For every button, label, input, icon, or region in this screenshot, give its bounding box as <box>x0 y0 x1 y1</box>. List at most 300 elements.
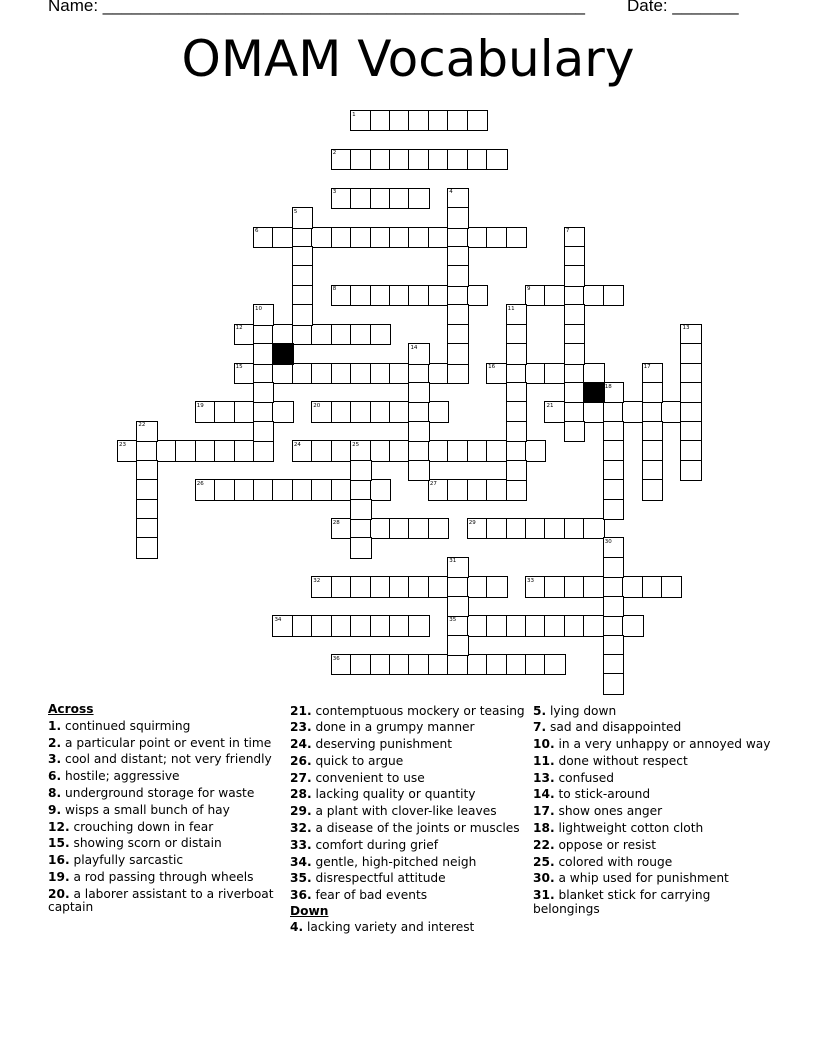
grid-cell[interactable] <box>408 285 429 306</box>
grid-cell[interactable] <box>311 363 332 384</box>
grid-cell[interactable] <box>603 499 624 520</box>
clue-item-text: a rod passing through wheels <box>69 869 254 884</box>
grid-cell[interactable] <box>486 227 507 248</box>
grid-cell[interactable] <box>331 440 352 461</box>
grid-cell[interactable] <box>136 479 157 500</box>
grid-cell[interactable] <box>506 363 527 384</box>
grid-cell[interactable] <box>603 440 624 461</box>
grid-cell[interactable] <box>447 479 468 500</box>
grid-cell[interactable] <box>408 110 429 131</box>
grid-cell[interactable] <box>117 440 138 461</box>
grid-cell[interactable] <box>603 382 624 403</box>
clue-number: 7 <box>565 228 570 235</box>
clue-item <box>48 837 280 850</box>
grid-cell[interactable] <box>525 440 546 461</box>
grid-cell[interactable] <box>136 440 157 461</box>
grid-cell[interactable] <box>311 576 332 597</box>
grid-cell[interactable] <box>272 227 293 248</box>
grid-cell[interactable] <box>642 363 663 384</box>
grid-cell[interactable] <box>389 440 410 461</box>
grid-cell[interactable] <box>350 615 371 636</box>
grid-cell[interactable] <box>506 615 527 636</box>
grid-cell[interactable] <box>195 479 216 500</box>
grid-cell[interactable] <box>292 615 313 636</box>
grid-cell[interactable] <box>311 227 332 248</box>
grid-cell[interactable] <box>642 382 663 403</box>
grid-cell[interactable] <box>467 440 488 461</box>
grid-cell[interactable] <box>467 654 488 675</box>
grid-cell[interactable] <box>506 460 527 481</box>
grid-cell[interactable] <box>389 654 410 675</box>
grid-cell[interactable] <box>564 382 585 403</box>
grid-cell[interactable] <box>564 265 585 286</box>
grid-cell[interactable] <box>311 440 332 461</box>
grid-cell[interactable] <box>603 635 624 656</box>
grid-cell[interactable] <box>603 557 624 578</box>
clue-number: 15 <box>235 364 243 371</box>
grid-cell[interactable] <box>544 285 565 306</box>
grid-cell[interactable] <box>428 518 449 539</box>
grid-cell[interactable] <box>292 363 313 384</box>
clue-item <box>48 720 280 733</box>
grid-cell[interactable] <box>408 401 429 422</box>
grid-cell[interactable] <box>447 654 468 675</box>
grid-cell[interactable] <box>253 382 274 403</box>
grid-cell[interactable] <box>428 401 449 422</box>
grid-cell[interactable] <box>467 576 488 597</box>
grid-cell[interactable] <box>331 615 352 636</box>
grid-cell[interactable] <box>253 421 274 442</box>
grid-cell[interactable] <box>564 246 585 267</box>
grid-cell[interactable] <box>253 363 274 384</box>
grid-cell[interactable] <box>642 460 663 481</box>
clue-item-text: fear of bad events <box>311 888 428 903</box>
grid-cell[interactable] <box>350 110 371 131</box>
grid-cell[interactable] <box>350 149 371 170</box>
grid-cell[interactable] <box>370 615 391 636</box>
grid-cell[interactable] <box>622 615 643 636</box>
grid-cell[interactable] <box>564 304 585 325</box>
grid-cell[interactable] <box>331 324 352 345</box>
grid-cell[interactable] <box>331 654 352 675</box>
grid-cell[interactable] <box>350 537 371 558</box>
grid-cell[interactable] <box>389 149 410 170</box>
grid-cell[interactable] <box>389 401 410 422</box>
clue-item-number: 17. <box>533 804 555 819</box>
grid-cell[interactable] <box>292 324 313 345</box>
grid-cell[interactable] <box>350 654 371 675</box>
grid-cell[interactable] <box>680 460 701 481</box>
clue-number: 14 <box>410 344 418 351</box>
clue-item-text: lying down <box>546 703 617 718</box>
grid-cell[interactable] <box>506 401 527 422</box>
grid-cell[interactable] <box>486 363 507 384</box>
grid-cell[interactable] <box>603 285 624 306</box>
grid-cell[interactable] <box>680 421 701 442</box>
grid-cell[interactable] <box>408 518 429 539</box>
grid-cell[interactable] <box>622 401 643 422</box>
grid-cell[interactable] <box>467 615 488 636</box>
grid-cell[interactable] <box>447 596 468 617</box>
grid-cell[interactable] <box>603 673 624 694</box>
grid-cell[interactable] <box>136 460 157 481</box>
grid-cell[interactable] <box>370 149 391 170</box>
grid-cell[interactable] <box>370 654 391 675</box>
grid-cell[interactable] <box>292 227 313 248</box>
across-clue-list-continued <box>290 705 525 903</box>
grid-cell[interactable] <box>506 324 527 345</box>
grid-cell[interactable] <box>447 343 468 364</box>
grid-cell[interactable] <box>486 576 507 597</box>
grid-cell[interactable] <box>486 479 507 500</box>
grid-cell[interactable] <box>214 440 235 461</box>
grid-cell[interactable] <box>680 324 701 345</box>
grid-cell[interactable] <box>680 382 701 403</box>
grid-cell[interactable] <box>447 324 468 345</box>
grid-cell[interactable] <box>486 654 507 675</box>
grid-cell[interactable] <box>467 227 488 248</box>
grid-cell[interactable] <box>350 188 371 209</box>
grid-cell[interactable] <box>370 188 391 209</box>
grid-cell[interactable] <box>525 518 546 539</box>
grid-cell[interactable] <box>370 227 391 248</box>
grid-cell[interactable] <box>486 149 507 170</box>
grid-cell[interactable] <box>234 479 255 500</box>
grid-cell[interactable] <box>642 576 663 597</box>
grid-cell[interactable] <box>311 324 332 345</box>
grid-cell[interactable] <box>331 576 352 597</box>
grid-cell[interactable] <box>370 576 391 597</box>
grid-cell[interactable] <box>350 401 371 422</box>
grid-cell[interactable] <box>370 440 391 461</box>
grid-cell[interactable] <box>564 285 585 306</box>
grid-cell[interactable] <box>564 518 585 539</box>
clue-number: 1 <box>352 111 356 118</box>
grid-cell[interactable] <box>544 576 565 597</box>
grid-cell[interactable] <box>564 363 585 384</box>
grid-cell[interactable] <box>350 499 371 520</box>
clue-item <box>290 921 525 934</box>
grid-cell[interactable] <box>642 479 663 500</box>
clue-item <box>290 738 525 751</box>
clue-item-text: to stick-around <box>554 787 651 802</box>
across-clue-list <box>48 720 280 915</box>
grid-cell[interactable] <box>544 401 565 422</box>
grid-cell[interactable] <box>331 363 352 384</box>
grid-cell[interactable] <box>467 518 488 539</box>
grid-cell[interactable] <box>389 110 410 131</box>
grid-cell[interactable] <box>622 576 643 597</box>
grid-cell[interactable] <box>583 285 604 306</box>
grid-cell[interactable] <box>272 615 293 636</box>
grid-cell[interactable] <box>525 615 546 636</box>
grid-cell[interactable] <box>603 596 624 617</box>
grid-cell[interactable] <box>331 188 352 209</box>
grid-cell[interactable] <box>583 518 604 539</box>
grid-cell[interactable] <box>408 440 429 461</box>
grid-cell[interactable] <box>408 149 429 170</box>
grid-cell[interactable] <box>408 363 429 384</box>
grid-cell[interactable] <box>331 518 352 539</box>
grid-cell[interactable] <box>136 518 157 539</box>
grid-cell[interactable] <box>428 149 449 170</box>
grid-cell[interactable] <box>447 207 468 228</box>
clue-number: 10 <box>255 305 262 312</box>
grid-cell[interactable] <box>506 382 527 403</box>
grid-cell[interactable] <box>583 363 604 384</box>
clue-item-text: lacking quality or quantity <box>311 787 476 802</box>
grid-cell[interactable] <box>370 363 391 384</box>
grid-cell[interactable] <box>467 149 488 170</box>
grid-cell[interactable] <box>350 363 371 384</box>
grid-cell[interactable] <box>564 324 585 345</box>
grid-cell[interactable] <box>370 324 391 345</box>
grid-cell[interactable] <box>331 479 352 500</box>
grid-cell[interactable] <box>350 460 371 481</box>
grid-cell[interactable] <box>661 576 682 597</box>
clue-item <box>48 787 280 800</box>
grid-cell[interactable] <box>447 635 468 656</box>
clue-number: 11 <box>507 305 515 312</box>
grid-cell[interactable] <box>428 654 449 675</box>
grid-cell[interactable] <box>447 110 468 131</box>
grid-cell[interactable] <box>603 401 624 422</box>
clue-item <box>48 770 280 783</box>
grid-cell[interactable] <box>350 440 371 461</box>
grid-cell[interactable] <box>447 227 468 248</box>
grid-cell[interactable] <box>661 401 682 422</box>
grid-cell[interactable] <box>370 518 391 539</box>
grid-cell[interactable] <box>175 440 196 461</box>
grid-cell[interactable] <box>253 440 274 461</box>
grid-cell[interactable] <box>234 363 255 384</box>
grid-cell[interactable] <box>389 363 410 384</box>
grid-cell[interactable] <box>195 440 216 461</box>
grid-cell[interactable] <box>680 363 701 384</box>
grid-cell[interactable] <box>525 285 546 306</box>
grid-cell[interactable] <box>544 654 565 675</box>
grid-cell[interactable] <box>583 401 604 422</box>
grid-cell[interactable] <box>311 479 332 500</box>
clue-item-number: 25. <box>533 854 555 869</box>
grid-cell[interactable] <box>331 401 352 422</box>
grid-cell[interactable] <box>408 343 429 364</box>
grid-cell[interactable] <box>292 285 313 306</box>
grid-cell[interactable] <box>447 363 468 384</box>
grid-cell[interactable] <box>428 576 449 597</box>
grid-cell[interactable] <box>234 324 255 345</box>
grid-cell[interactable] <box>564 576 585 597</box>
grid-cell[interactable] <box>525 576 546 597</box>
grid-cell[interactable] <box>564 401 585 422</box>
grid-cell[interactable] <box>292 479 313 500</box>
grid-cell[interactable] <box>447 285 468 306</box>
grid-cell[interactable] <box>350 518 371 539</box>
grid-cell[interactable] <box>603 576 624 597</box>
clue-item-number: 33. <box>290 837 312 852</box>
grid-cell[interactable] <box>506 227 527 248</box>
grid-cell[interactable] <box>350 479 371 500</box>
grid-cell[interactable] <box>408 654 429 675</box>
clue-item-text: convenient to use <box>311 770 425 785</box>
grid-cell[interactable] <box>544 363 565 384</box>
grid-cell[interactable] <box>350 324 371 345</box>
grid-cell[interactable] <box>234 440 255 461</box>
grid-cell[interactable] <box>408 460 429 481</box>
clue-item-text: contemptuous mockery or teasing <box>311 703 525 718</box>
grid-cell[interactable] <box>525 654 546 675</box>
grid-cell[interactable] <box>583 576 604 597</box>
grid-cell[interactable] <box>447 246 468 267</box>
grid-cell[interactable] <box>506 421 527 442</box>
grid-cell[interactable] <box>642 421 663 442</box>
grid-cell[interactable] <box>389 518 410 539</box>
grid-cell[interactable] <box>603 479 624 500</box>
grid-cell[interactable] <box>603 654 624 675</box>
grid-cell[interactable] <box>370 401 391 422</box>
grid-cell[interactable] <box>447 576 468 597</box>
grid-cell[interactable] <box>389 615 410 636</box>
grid-cell[interactable] <box>583 615 604 636</box>
grid-cell[interactable] <box>253 401 274 422</box>
grid-cell[interactable] <box>350 285 371 306</box>
clue-item <box>533 788 773 801</box>
grid-cell[interactable] <box>408 227 429 248</box>
grid-cell[interactable] <box>680 401 701 422</box>
clue-number: 16 <box>488 364 496 371</box>
grid-cell[interactable] <box>564 227 585 248</box>
grid-cell[interactable] <box>544 518 565 539</box>
grid-cell[interactable] <box>253 479 274 500</box>
grid-cell[interactable] <box>447 615 468 636</box>
grid-cell[interactable] <box>292 265 313 286</box>
grid-cell[interactable] <box>331 227 352 248</box>
clue-item-number: 7. <box>533 720 547 735</box>
grid-cell[interactable] <box>136 499 157 520</box>
grid-cell[interactable] <box>525 363 546 384</box>
grid-cell[interactable] <box>272 479 293 500</box>
clue-number: 22 <box>138 422 146 429</box>
grid-cell[interactable] <box>389 285 410 306</box>
grid-cell[interactable] <box>680 343 701 364</box>
grid-cell[interactable] <box>447 304 468 325</box>
grid-cell[interactable] <box>370 110 391 131</box>
grid-cell[interactable] <box>195 401 216 422</box>
grid-cell[interactable] <box>428 479 449 500</box>
grid-cell[interactable] <box>292 207 313 228</box>
clue-item-number: 31. <box>533 888 555 903</box>
grid-cell[interactable] <box>389 188 410 209</box>
grid-cell[interactable] <box>447 188 468 209</box>
grid-cell[interactable] <box>428 363 449 384</box>
grid-cell[interactable] <box>642 440 663 461</box>
grid-cell[interactable] <box>136 537 157 558</box>
grid-cell[interactable] <box>370 479 391 500</box>
grid-cell[interactable] <box>214 401 235 422</box>
grid-cell[interactable] <box>564 343 585 364</box>
grid-cell[interactable] <box>136 421 157 442</box>
grid-cell[interactable] <box>486 615 507 636</box>
grid-cell[interactable] <box>506 304 527 325</box>
grid-cell[interactable] <box>253 343 274 364</box>
clue-item <box>290 805 525 818</box>
grid-cell[interactable] <box>311 615 332 636</box>
clue-number: 28 <box>332 519 340 526</box>
grid-cell[interactable] <box>408 421 429 442</box>
grid-cell[interactable] <box>428 227 449 248</box>
grid-cell[interactable] <box>564 421 585 442</box>
grid-cell[interactable] <box>292 246 313 267</box>
grid-cell[interactable] <box>292 440 313 461</box>
grid-cell[interactable] <box>428 440 449 461</box>
grid-cell[interactable] <box>272 401 293 422</box>
grid-cell[interactable] <box>311 401 332 422</box>
grid-cell[interactable] <box>408 382 429 403</box>
grid-cell[interactable] <box>331 285 352 306</box>
grid-cell[interactable] <box>506 440 527 461</box>
grid-cell[interactable] <box>467 285 488 306</box>
grid-cell[interactable] <box>428 110 449 131</box>
grid-cell[interactable] <box>292 304 313 325</box>
grid-cell[interactable] <box>564 615 585 636</box>
grid-cell[interactable] <box>447 265 468 286</box>
grid-cell[interactable] <box>253 324 274 345</box>
grid-cell[interactable] <box>603 615 624 636</box>
clue-item-text: underground storage for waste <box>61 785 255 800</box>
grid-cell[interactable] <box>447 440 468 461</box>
grid-cell[interactable] <box>234 401 255 422</box>
grid-cell[interactable] <box>408 615 429 636</box>
grid-cell[interactable] <box>603 537 624 558</box>
grid-cell[interactable] <box>506 479 527 500</box>
grid-cell[interactable] <box>486 440 507 461</box>
grid-cell[interactable] <box>447 149 468 170</box>
clue-item-text: a particular point or event in time <box>61 735 272 750</box>
grid-cell[interactable] <box>447 557 468 578</box>
grid-cell[interactable] <box>506 343 527 364</box>
grid-cell[interactable] <box>544 615 565 636</box>
grid-cell[interactable] <box>603 460 624 481</box>
grid-cell[interactable] <box>214 479 235 500</box>
grid-cell[interactable] <box>467 479 488 500</box>
grid-cell[interactable] <box>408 188 429 209</box>
grid-cell[interactable] <box>486 518 507 539</box>
grid-cell[interactable] <box>272 324 293 345</box>
grid-cell[interactable] <box>331 149 352 170</box>
clue-item-text: disrespectful attitude <box>311 871 446 886</box>
grid-cell[interactable] <box>642 401 663 422</box>
clue-item <box>533 705 773 718</box>
grid-cell[interactable] <box>272 363 293 384</box>
grid-cell[interactable] <box>467 110 488 131</box>
grid-cell[interactable] <box>428 285 449 306</box>
grid-cell[interactable] <box>506 518 527 539</box>
clue-number: 30 <box>604 538 612 545</box>
grid-cell[interactable] <box>370 285 391 306</box>
grid-cell[interactable] <box>680 440 701 461</box>
grid-cell[interactable] <box>389 227 410 248</box>
grid-cell[interactable] <box>506 654 527 675</box>
grid-cell[interactable] <box>389 576 410 597</box>
grid-cell[interactable] <box>156 440 177 461</box>
clue-item-text: sad and disappointed <box>546 720 682 735</box>
grid-cell[interactable] <box>350 576 371 597</box>
grid-cell[interactable] <box>253 304 274 325</box>
grid-cell[interactable] <box>350 227 371 248</box>
grid-cell[interactable] <box>408 576 429 597</box>
grid-cell[interactable] <box>253 227 274 248</box>
grid-cell[interactable] <box>603 421 624 442</box>
